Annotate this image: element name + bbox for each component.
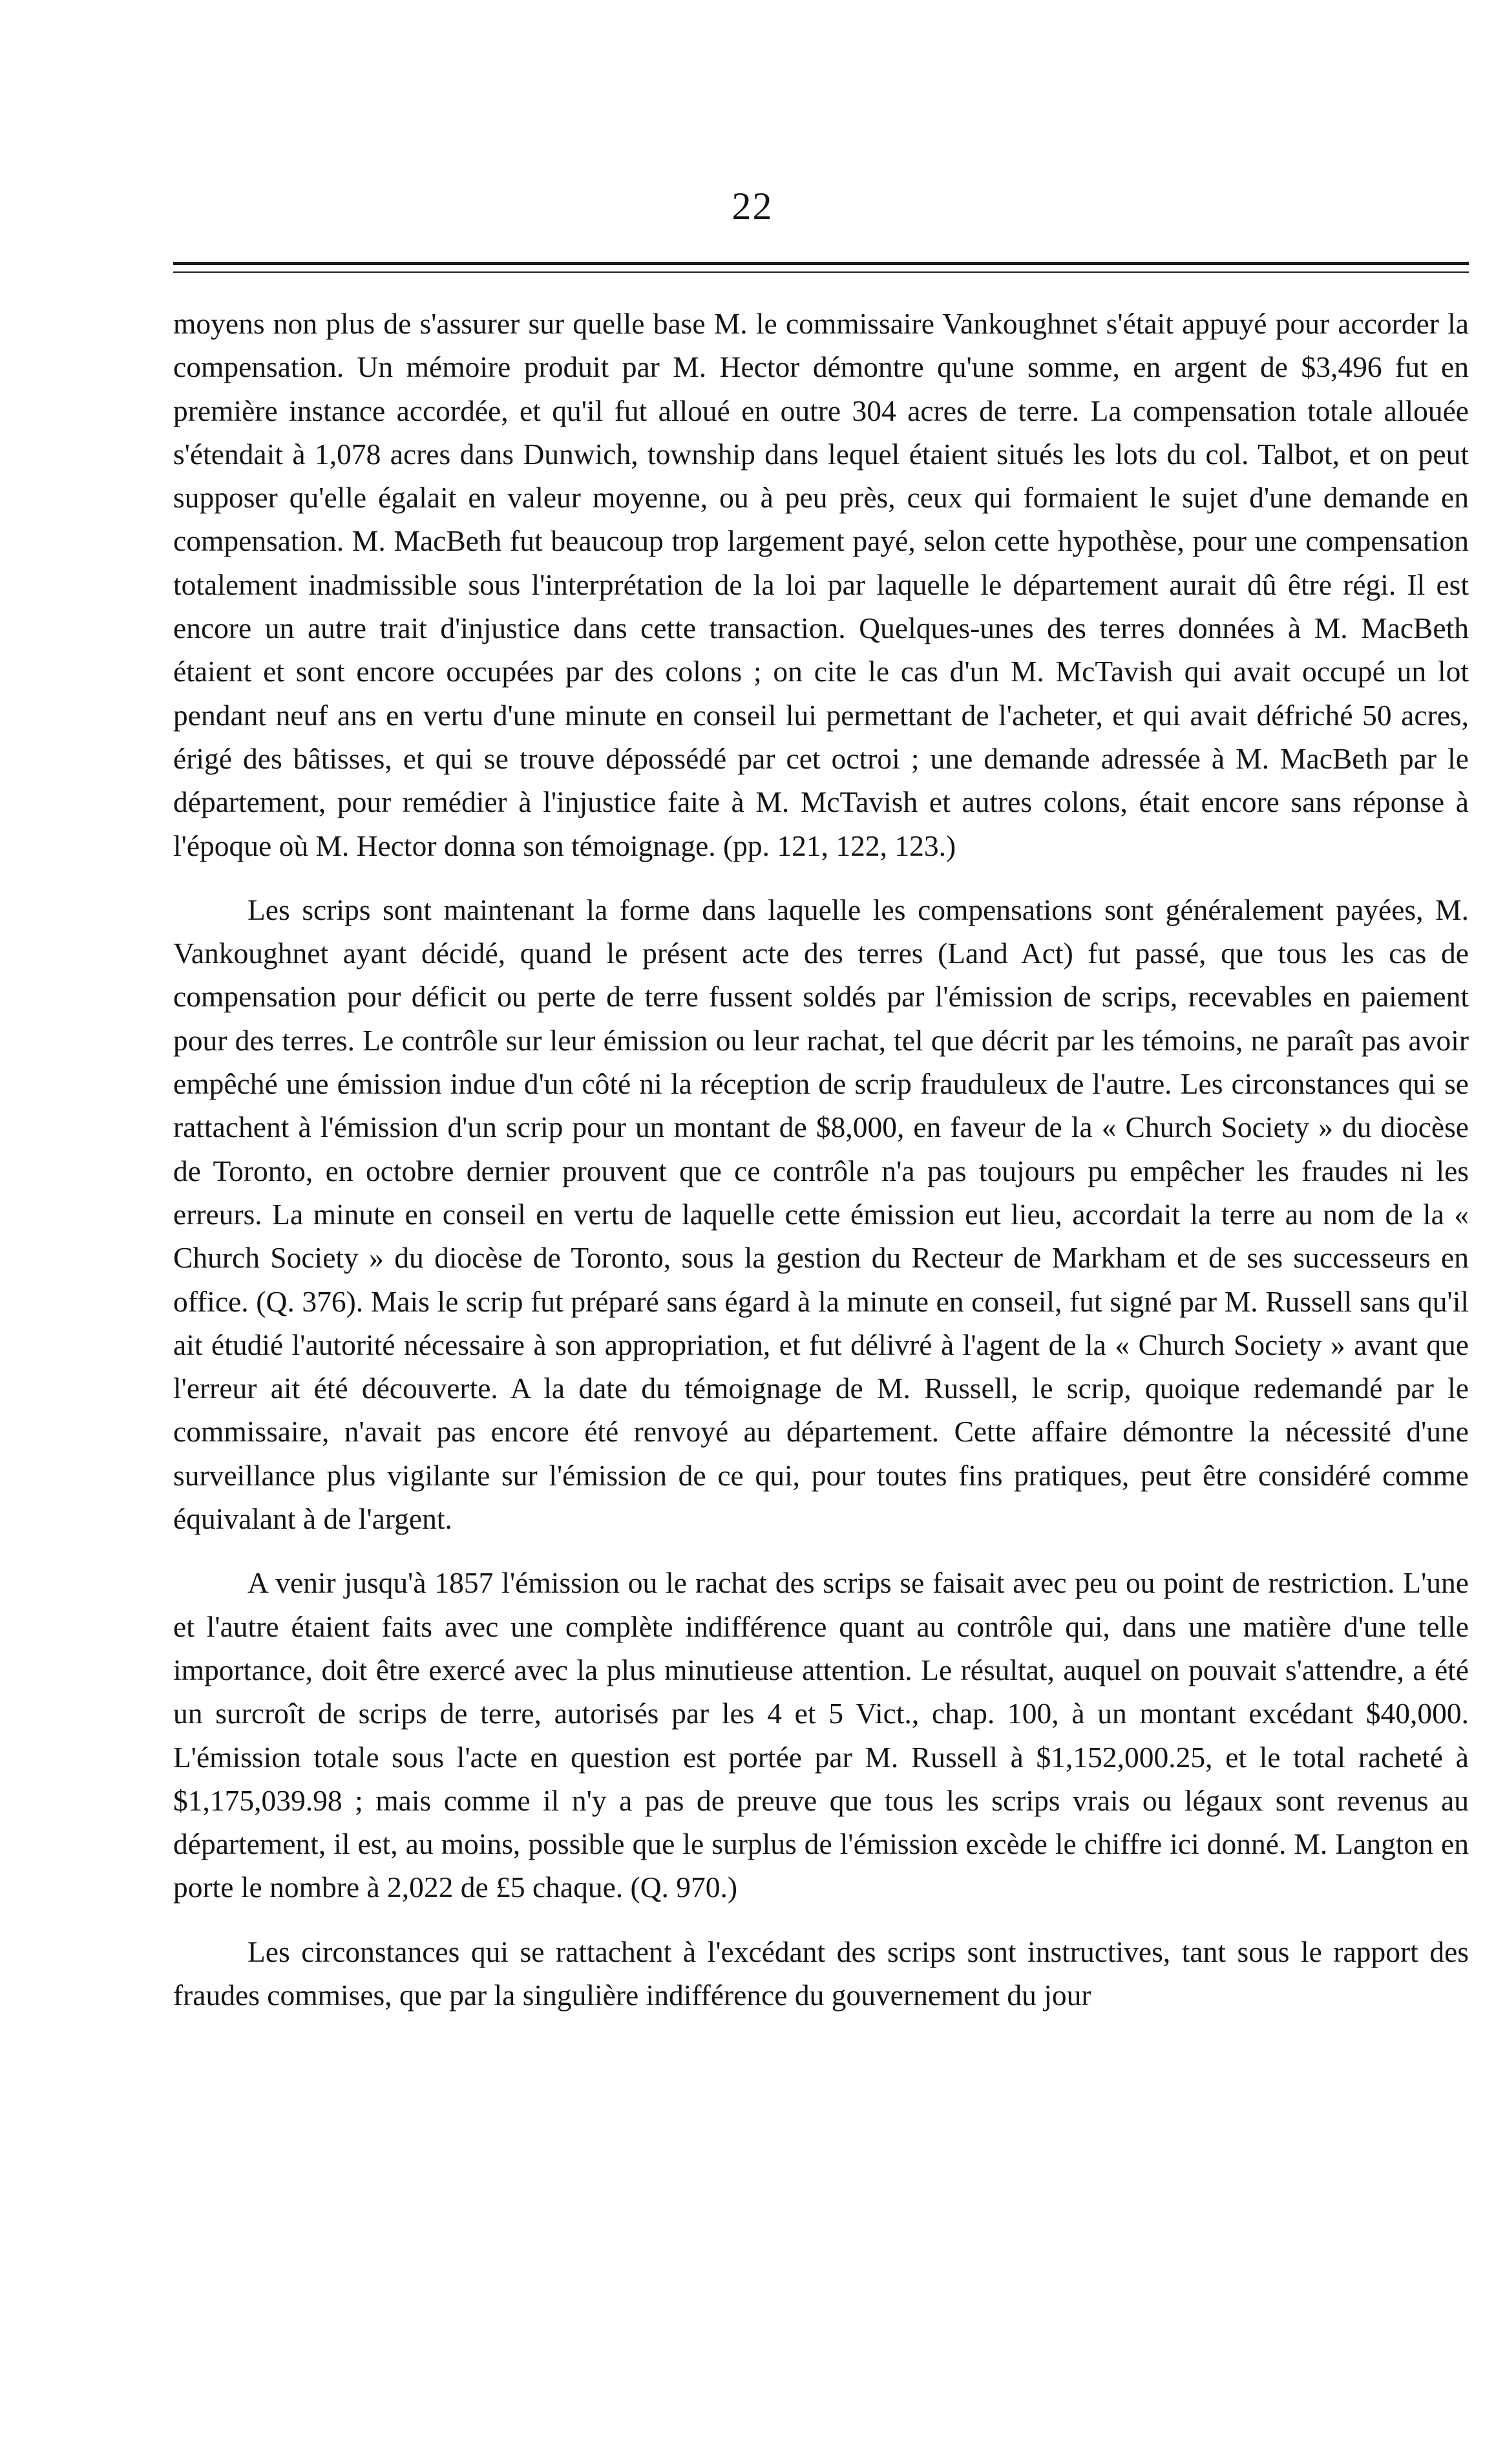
paragraph-1: moyens non plus de s'assurer sur quelle base M. le commissaire Vankoughnet s'était appuyé pour accorder la compensation. Un mémoire produit par M. Hector démontre qu'une somme, en argent de $3,496 fut en première instance accordée, et qu'il fut alloué en outre 304 acres de terre. La compensation totale allouée s'étendait à 1,078 acres dans Dunwich, township dans lequel étaient situés les lots du col. Talbot, et on peut supposer qu'elle égalait en valeur moyenne, ou à peu près, ceux qui formaient le sujet d'une demande en compensation. M. MacBeth fut beaucoup trop largement payé, selon cette hypothèse, pour une compensation totalement inadmissible sous l'interprétation de la loi par laquelle le département aurait dû être régi. Il est encore un autre trait d'injustice dans cette transaction. Quelques-unes des terres données à M. MacBeth étaient et sont encore occupées par des colons ; on cite le cas d'un M. McTavish qui avait occupé un lot pendant neuf ans en vertu d'une minute en conseil lui permettant de l'acheter, et qui avait défriché 50 acres, érigé des bâtisses, et qui se trouve dépossédé par cet octroi ; une demande adressée à M. MacBeth par le département, pour remédier à l'injustice faite à M. McTavish et autres colons, était encore sans réponse à l'époque où M. Hector donna son témoignage. (pp. 121, 122, 123.) bbox=[173, 307, 1469, 862]
paragraph-4: Les circonstances qui se rattachent à l'excédant des scrips sont instructives, tant sous le rapport des fraudes commises, que par la singulière indifférence du gouvernement du jour bbox=[173, 1935, 1469, 2012]
paragraph-3: A venir jusqu'à 1857 l'émission ou le rachat des scrips se faisait avec peu ou point de restriction. L'une et l'autre étaient faits avec une complète indifférence quant au contrôle qui, dans une matière d'une telle importance, doit être exercé avec la plus minutieuse attention. Le résultat, auquel on pouvait s'attendre, a été un surcroît de scrips de terre, autorisés par les 4 et 5 Vict., chap. 100, à un montant excédant $40,000. L'émission totale sous l'acte en question est portée par M. Russell à $1,152,000.25, et le total racheté à $1,175,039.98 ; mais comme il n'y a pas de preuve que tous les scrips vrais ou légaux sont revenus au département, il est, au moins, possible que le surplus de l'émission excède le chiffre ici donné. M. Langton en porte le nombre à 2,022 de £5 chaque. (Q. 970.) bbox=[173, 1566, 1469, 1904]
paragraph-2: Les scrips sont maintenant la forme dans laquelle les compensations sont généralement payées, M. Vankoughnet ayant décidé, quand le présent acte des terres (Land Act) fut passé, que tous les cas de compensation pour déficit ou perte de terre fussent soldés par l'émission de scrips, recevables en paiement pour des terres. Le contrôle sur leur émission ou leur rachat, tel que décrit par les témoins, ne paraît pas avoir empêché une émission indue d'un côté ni la réception de scrip frauduleux de l'autre. Les circonstances qui se rattachent à l'émission d'un scrip pour un montant de $8,000, en faveur de la « Church Society » du diocèse de Toronto, en octobre dernier prouvent que ce contrôle n'a pas toujours pu empêcher les fraudes ni les erreurs. La minute en conseil en vertu de laquelle cette émission eut lieu, accordait la terre au nom de la « Church Society » du diocèse de Toronto, sous la gestion du Recteur de Markham et de ses successeurs en office. (Q. 376). Mais le scrip fut préparé sans égard à la minute en conseil, fut signé par M. Russell sans qu'il ait étudié l'autorité nécessaire à son appropriation, et fut délivré à l'agent de la « Church Society » avant que l'erreur ait été découverte. A la date du témoignage de M. Russell, le scrip, quoique redemandé par le commissaire, n'avait pas encore été renvoyé au département. Cette affaire démontre la nécessité d'une surveillance plus vigilante sur l'émission de ce qui, pour toutes fins pratiques, peut être considéré comme équivalant à de l'argent. bbox=[173, 893, 1469, 1536]
page-number: 22 bbox=[731, 185, 774, 228]
header-rule-thick bbox=[173, 262, 1469, 265]
header-rule-thin bbox=[173, 271, 1469, 273]
body-text bbox=[173, 302, 1469, 2017]
